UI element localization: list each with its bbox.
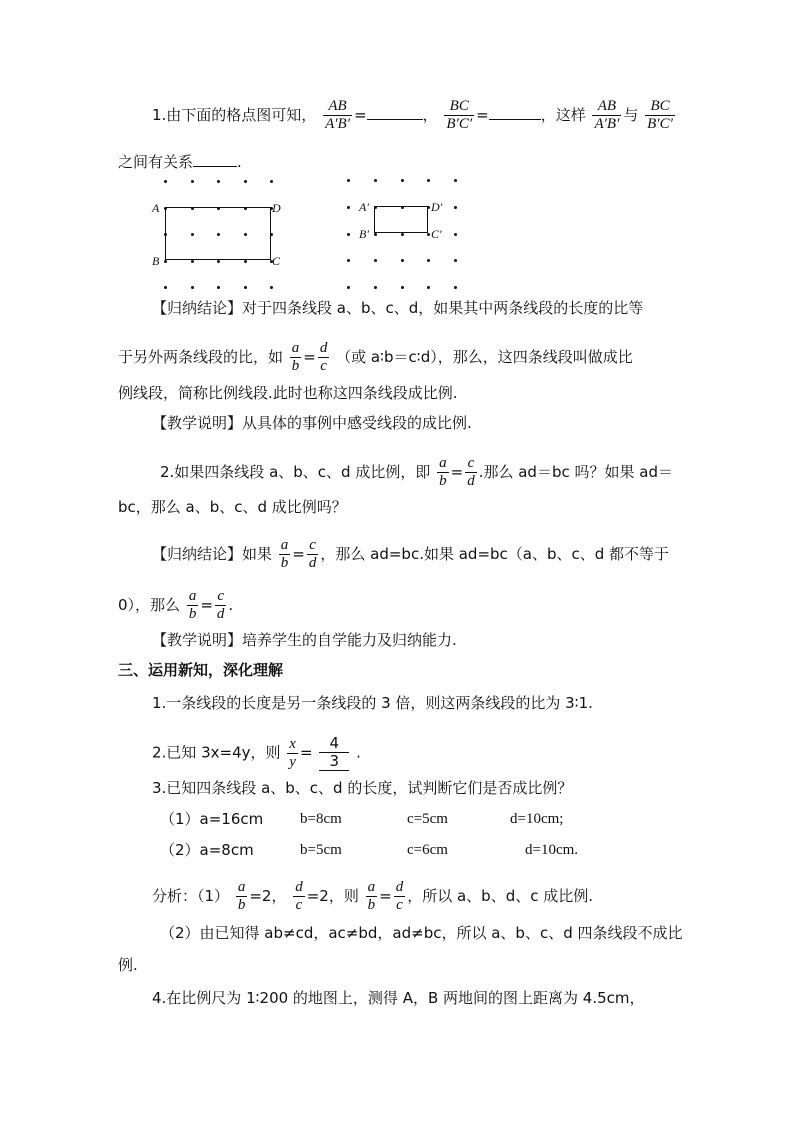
grid-dot xyxy=(244,180,247,183)
section-heading-3: 三、运用新知，深化理解 xyxy=(118,661,284,679)
conclusion2-line2: 0），那么 $\frac{a}{b}$ = $\frac{c}{d}$ . xyxy=(118,588,234,622)
grid-dot xyxy=(347,206,350,209)
label-B-prime: B′ xyxy=(359,227,369,241)
grid-dot xyxy=(401,286,404,289)
grid-dot xyxy=(427,233,430,236)
grid-dot xyxy=(374,286,377,289)
answer-blank-3[interactable] xyxy=(193,150,237,167)
grid-dot xyxy=(270,286,273,289)
fraction-c-over-d: $\frac{c}{d}$ xyxy=(467,455,475,489)
q2-line1: 2.如果四条线段 a、b、c、d 成比例，即 $\frac{a}{b}$ = $\frac{c}{d}$ .那么 ad＝bc 吗？如果 ad＝ xyxy=(160,455,673,489)
answer-fraction-4-over-3: $\frac{4}{3}$ xyxy=(319,735,349,771)
fraction-a-over-b-3: $\frac{a}{b}$ xyxy=(280,537,289,571)
q2-line2: bc，那么 a、b、c、d 成比例吗？ xyxy=(118,498,347,516)
fraction-ab-over-apbp-2: $\frac{AB}{A'B'}$ xyxy=(594,98,620,132)
grid-dot xyxy=(217,286,220,289)
fraction-c-over-d-2: $\frac{c}{d}$ xyxy=(308,537,317,571)
grid-dot xyxy=(244,286,247,289)
grid-dot xyxy=(401,179,404,182)
grid-dot xyxy=(374,259,377,262)
label-C-prime: C′ xyxy=(431,227,442,241)
conclusion1-line3: 例线段，简称比例线段.此时也称这四条线段成比例. xyxy=(118,384,458,402)
fraction-a-over-b-4: $\frac{a}{b}$ xyxy=(188,588,197,622)
label-D-prime: D′ xyxy=(431,200,443,214)
fraction-bc-over-bpcp-2: $\frac{BC}{B'C'}$ xyxy=(647,98,673,132)
label-B: B xyxy=(152,254,160,268)
rectangle-apbpcpdp xyxy=(374,206,428,233)
fraction-d-over-c: $\frac{d}{c}$ xyxy=(319,340,328,374)
grid-dot xyxy=(347,179,350,182)
grid-dot xyxy=(401,259,404,262)
teaching-note-1: 【教学说明】从具体的事例中感受线段的成比例. xyxy=(152,414,472,432)
grid-dot xyxy=(270,180,273,183)
conclusion1-line2: 于另外两条线段的比，如 $\frac{a}{b}$ = $\frac{d}{c}$ （或 a∶b＝c∶d），那么，这四条线段叫做成比 xyxy=(118,340,633,374)
fraction-bc-over-bpcp: $\frac{BC}{B'C'}$ xyxy=(446,98,473,132)
grid-dot xyxy=(347,286,350,289)
q1-line2: 之间有关系 . xyxy=(118,150,242,172)
grid-dot xyxy=(454,233,457,236)
grid-dot xyxy=(374,179,377,182)
teaching-note-2: 【教学说明】培养学生的自学能力及归纳能力. xyxy=(152,631,457,649)
grid-dot xyxy=(347,233,350,236)
grid-dot xyxy=(191,180,194,183)
label-A: A xyxy=(152,201,160,215)
grid-dot xyxy=(347,259,350,262)
answer-blank-1[interactable] xyxy=(367,103,423,120)
label-A-prime: A′ xyxy=(359,200,369,214)
answer-blank-2[interactable] xyxy=(489,103,541,120)
exercise-3-title: 3.已知四条线段 a、b、c、d 的长度，试判断它们是否成比例？ xyxy=(152,779,573,797)
q1-text: 1.由下面的格点图可知， xyxy=(152,106,317,124)
q1-line1: 1.由下面的格点图可知， $\frac{AB}{A'B'}$ = ， $\frac{BC}{B'C'}$ = ，这样 $\frac{AB}{A'B'}$ 与 $\frac{BC}{B'C'}$ xyxy=(152,98,673,132)
grid-dot xyxy=(427,259,430,262)
fraction-a-over-b-2: $\frac{a}{b}$ xyxy=(439,455,447,489)
fraction-a-over-b-5: $\frac{a}{b}$ xyxy=(237,879,246,913)
label-D: D xyxy=(272,201,281,215)
exercise-2: 2.已知 3x=4y，则 $\frac{x}{y}$ = $\frac{4}{3}$ . xyxy=(152,734,361,770)
exercise-3-part2-line1: （2）由已知得 ab≠cd，ac≠bd，ad≠bc，所以 a、b、c、d 四条线段不成比 xyxy=(160,924,683,942)
grid-dot xyxy=(454,286,457,289)
grid-dot xyxy=(164,180,167,183)
conclusion2-line1: 【归纳结论】如果 $\frac{a}{b}$ = $\frac{c}{d}$ ，那么 ad=bc.如果 ad=bc（a、b、c、d 都不等于 xyxy=(152,537,670,571)
exercise-1: 1.一条线段的长度是另一条线段的 3 倍，则这两条线段的比为 3∶1. xyxy=(152,694,593,712)
grid-dot xyxy=(217,180,220,183)
conclusion1-line1: 【归纳结论】对于四条线段 a、b、c、d，如果其中两条线段的长度的比等 xyxy=(152,299,644,317)
grid-dot xyxy=(164,286,167,289)
fraction-d-over-c-3: $\frac{d}{c}$ xyxy=(395,879,404,913)
grid-dot xyxy=(401,233,404,236)
grid-dot xyxy=(427,179,430,182)
exercise-3-analysis: 分析：（1） $\frac{a}{b}$ =2， $\frac{d}{c}$ =2，则 $\frac{a}{b}$ = $\frac{d}{c}$ ，所以 a、b、d、c 成比例. xyxy=(152,879,594,913)
fraction-x-over-y: $\frac{x}{y}$ xyxy=(289,735,296,770)
grid-dot xyxy=(427,286,430,289)
grid-dot xyxy=(374,233,377,236)
label-C: C xyxy=(272,254,281,268)
grid-dot xyxy=(454,206,457,209)
fraction-a-over-b: $\frac{a}{b}$ xyxy=(291,340,300,374)
grid-dot xyxy=(454,259,457,262)
fraction-c-over-d-3: $\frac{c}{d}$ xyxy=(216,588,225,622)
grid-dot xyxy=(191,286,194,289)
exercise-4: 4.在比例尺为 1∶200 的地图上，测得 A，B 两地间的图上距离为 4.5cm， xyxy=(152,989,645,1007)
rectangle-abcd xyxy=(165,207,271,260)
fraction-ab-over-apbp: $\frac{AB}{A'B'}$ xyxy=(325,98,350,132)
fraction-a-over-b-6: $\frac{a}{b}$ xyxy=(367,879,376,913)
exercise-3-part2-line2: 例. xyxy=(118,956,138,974)
fraction-d-over-c-2: $\frac{d}{c}$ xyxy=(295,879,303,913)
grid-dot xyxy=(454,179,457,182)
